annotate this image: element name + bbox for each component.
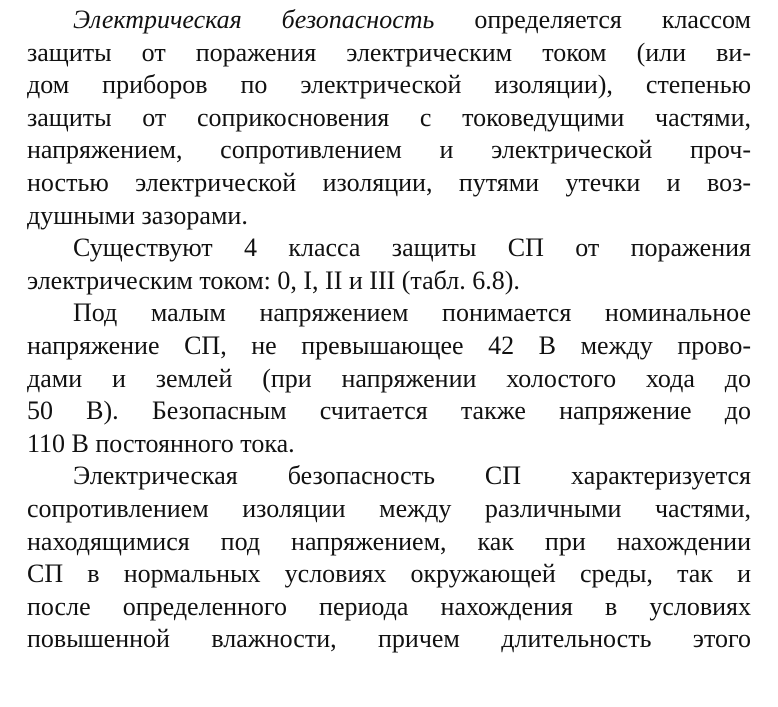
text-line: СП в нормальных условиях окружающей среды, так и (27, 559, 751, 589)
text-line: напряжением, сопротивлением и электрической проч- (27, 135, 751, 165)
text-line: находящимися под напряжением, как при нахождении (27, 526, 751, 556)
text-line: 110 В постоянного тока. (27, 428, 295, 458)
document-page (27, 4, 751, 656)
paragraph-protection-classes (27, 232, 751, 297)
text-line: Существуют 4 класса защиты СП от поражения (73, 233, 751, 263)
text-line: повышенной влажности, причем длительность этого (27, 624, 751, 654)
text-line: защиты от поражения электрическим током (или ви- (27, 37, 751, 67)
paragraph-insulation-resistance (27, 460, 751, 656)
text-line: напряжение СП, не превышающее 42 В между прово- (27, 330, 751, 360)
text-span: определяется классом (434, 5, 751, 34)
text-line: дом приборов по электрической изоляции), степенью (27, 70, 751, 100)
text-line: защиты от соприкосновения с токоведущими частями, (27, 102, 751, 132)
paragraph-electrical-safety-definition (27, 4, 751, 232)
text-line: дами и землей (при напряжении холостого хода до (27, 363, 751, 393)
paragraph-low-voltage (27, 297, 751, 460)
text-line: сопротивлением изоляции между различными частями, (27, 493, 751, 523)
text-line: Электрическая безопасность СП характеризуется (73, 461, 751, 491)
text-line: Под малым напряжением понимается номинальное (73, 298, 751, 328)
text-line: электрическим током: 0, I, II и III (табл. 6.8). (27, 265, 520, 295)
text-line: душными зазорами. (27, 200, 248, 230)
text-line: 50 В). Безопасным считается также напряжение до (27, 396, 751, 426)
text-line: после определенного периода нахождения в условиях (27, 591, 751, 621)
text-line: ностью электрической изоляции, путями утечки и воз- (27, 167, 751, 197)
text-line (27, 4, 751, 37)
defined-term: Электрическая безопасность (73, 5, 435, 34)
